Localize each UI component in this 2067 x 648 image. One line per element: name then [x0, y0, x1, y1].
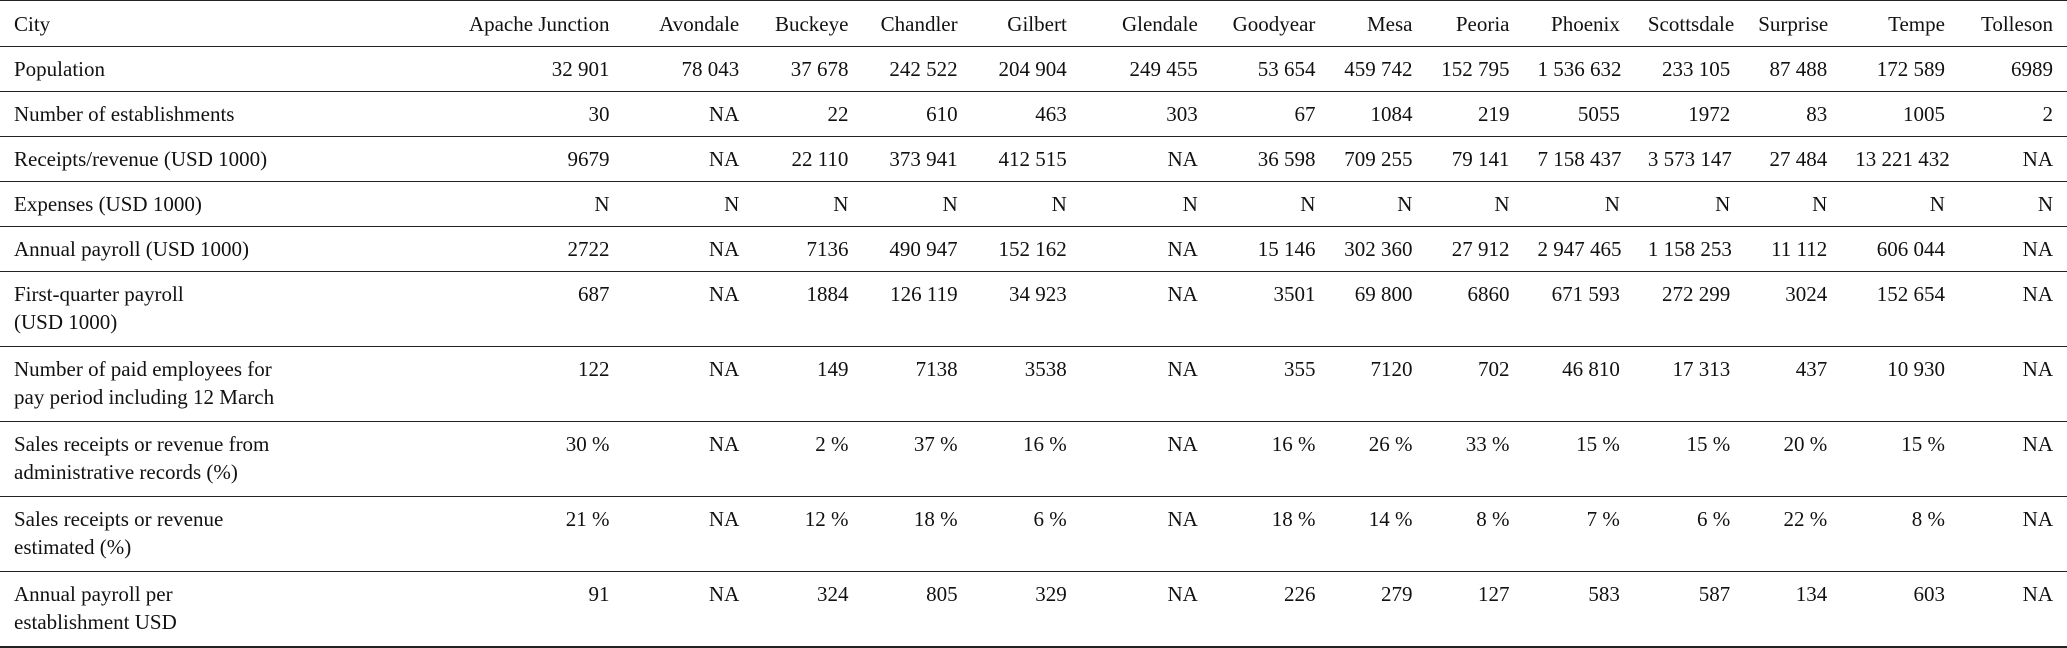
row-label	[0, 497, 405, 572]
table-cell: NA	[1081, 137, 1212, 182]
table-cell: 34 923	[972, 272, 1081, 347]
table-cell: N	[623, 182, 753, 227]
table-cell: N	[1212, 182, 1330, 227]
table-cell: 302 360	[1329, 227, 1426, 272]
table-cell: N	[1959, 182, 2067, 227]
table-header-row	[0, 1, 2067, 47]
table-cell: NA	[1081, 422, 1212, 497]
table-cell: 1884	[753, 272, 862, 347]
table-cell: 8 %	[1841, 497, 1959, 572]
table-cell: 6989	[1959, 47, 2067, 92]
table-cell: 1084	[1329, 92, 1426, 137]
table-cell: 15 146	[1212, 227, 1330, 272]
table-cell: 671 593	[1524, 272, 1634, 347]
row-label	[0, 227, 405, 272]
table-cell: 463	[972, 92, 1081, 137]
row-label-line: Annual payroll per	[14, 582, 173, 606]
table-cell: 329	[972, 572, 1081, 647]
table-cell: 122	[405, 347, 623, 422]
table-cell: NA	[1959, 497, 2067, 572]
row-label-line: estimated (%)	[14, 535, 132, 559]
table-cell: 3538	[972, 347, 1081, 422]
table-row	[0, 422, 2067, 497]
table-cell: 242 522	[862, 47, 971, 92]
table-cell: NA	[1959, 347, 2067, 422]
table-cell: 11 112	[1744, 227, 1841, 272]
table-cell: 83	[1744, 92, 1841, 137]
row-label-line: Expenses (USD 1000)	[14, 192, 202, 216]
table-cell: NA	[1081, 272, 1212, 347]
table-cell: 3 573 147	[1634, 137, 1744, 182]
table-cell: 606 044	[1841, 227, 1959, 272]
table-cell: 1 536 632	[1524, 47, 1634, 92]
table-cell: NA	[623, 227, 753, 272]
table-cell: 805	[862, 572, 971, 647]
table-cell: N	[1081, 182, 1212, 227]
table-cell: 2722	[405, 227, 623, 272]
row-label-line: Population	[14, 57, 106, 81]
table-cell: 15 %	[1841, 422, 1959, 497]
table-cell: 149	[753, 347, 862, 422]
table-cell: 7136	[753, 227, 862, 272]
table-cell: 8 %	[1426, 497, 1523, 572]
header-city-goodyear: Goodyear	[1212, 1, 1330, 47]
row-label-line: Sales receipts or revenue	[14, 507, 224, 531]
table-cell: 6860	[1426, 272, 1523, 347]
table-cell: 459 742	[1329, 47, 1426, 92]
table-cell: 152 654	[1841, 272, 1959, 347]
table-cell: NA	[623, 497, 753, 572]
row-label-line: Number of paid employees for	[14, 357, 272, 381]
table-cell: 9679	[405, 137, 623, 182]
table-cell: 226	[1212, 572, 1330, 647]
table-cell: 6 %	[1634, 497, 1744, 572]
table-cell: 16 %	[972, 422, 1081, 497]
table-cell: NA	[1081, 347, 1212, 422]
table-cell: 12 %	[753, 497, 862, 572]
table-cell: NA	[623, 92, 753, 137]
row-label-line: Sales receipts or revenue from	[14, 432, 270, 456]
table-body	[0, 47, 2067, 647]
row-label-line: pay period including 12 March	[14, 385, 275, 409]
table-row	[0, 92, 2067, 137]
table-cell: 37 678	[753, 47, 862, 92]
table-cell: 702	[1426, 347, 1523, 422]
table-cell: 233 105	[1634, 47, 1744, 92]
table-cell: N	[972, 182, 1081, 227]
table-cell: 69 800	[1329, 272, 1426, 347]
table-cell: 373 941	[862, 137, 971, 182]
table-cell: 22	[753, 92, 862, 137]
row-label	[0, 347, 405, 422]
table-cell: 272 299	[1634, 272, 1744, 347]
table-cell: 2 %	[753, 422, 862, 497]
table-cell: 33 %	[1426, 422, 1523, 497]
table-cell: NA	[1959, 572, 2067, 647]
table-cell: 32 901	[405, 47, 623, 92]
table-cell: 7138	[862, 347, 971, 422]
header-city-apache-junction: Apache Junction	[405, 1, 623, 47]
row-label-line: First-quarter payroll	[14, 282, 184, 306]
table-cell: 709 255	[1329, 137, 1426, 182]
table-cell: N	[1634, 182, 1744, 227]
table-cell: 610	[862, 92, 971, 137]
table-cell: 583	[1524, 572, 1634, 647]
table-cell: 37 %	[862, 422, 971, 497]
header-city-mesa: Mesa	[1329, 1, 1426, 47]
table-cell: 204 904	[972, 47, 1081, 92]
row-label	[0, 137, 405, 182]
table-cell: 27 912	[1426, 227, 1523, 272]
table-cell: 30 %	[405, 422, 623, 497]
table-row	[0, 182, 2067, 227]
table-cell: 36 598	[1212, 137, 1330, 182]
table-cell: 1 158 253	[1634, 227, 1744, 272]
table-cell: N	[753, 182, 862, 227]
table-cell: 152 795	[1426, 47, 1523, 92]
table-cell: 26 %	[1329, 422, 1426, 497]
table-cell: 27 484	[1744, 137, 1841, 182]
table-cell: 603	[1841, 572, 1959, 647]
table-row	[0, 572, 2067, 647]
table-cell: 172 589	[1841, 47, 1959, 92]
table-cell: 91	[405, 572, 623, 647]
row-label	[0, 422, 405, 497]
table-cell: 15 %	[1634, 422, 1744, 497]
table-cell: N	[1329, 182, 1426, 227]
table-cell: NA	[1959, 272, 2067, 347]
table-cell: 587	[1634, 572, 1744, 647]
table-cell: 1972	[1634, 92, 1744, 137]
table-cell: 22 110	[753, 137, 862, 182]
row-label-line: Number of establishments	[14, 102, 235, 126]
table-cell: 249 455	[1081, 47, 1212, 92]
table-cell: 152 162	[972, 227, 1081, 272]
header-city-avondale: Avondale	[623, 1, 753, 47]
table-cell: NA	[623, 272, 753, 347]
table-row	[0, 47, 2067, 92]
table-cell: 30	[405, 92, 623, 137]
table-cell: 126 119	[862, 272, 971, 347]
table-cell: 78 043	[623, 47, 753, 92]
table-cell: 20 %	[1744, 422, 1841, 497]
table-cell: 14 %	[1329, 497, 1426, 572]
table-cell: NA	[623, 347, 753, 422]
table-cell: 3024	[1744, 272, 1841, 347]
row-label	[0, 92, 405, 137]
table-cell: 687	[405, 272, 623, 347]
table-cell: 87 488	[1744, 47, 1841, 92]
header-city-gilbert: Gilbert	[972, 1, 1081, 47]
table-row	[0, 347, 2067, 422]
table-cell: NA	[1959, 227, 2067, 272]
table-cell: NA	[1959, 137, 2067, 182]
table-cell: NA	[1081, 497, 1212, 572]
table-cell: N	[862, 182, 971, 227]
table-cell: 13 221 432	[1841, 137, 1959, 182]
header-city-tempe: Tempe	[1841, 1, 1959, 47]
table-cell: 10 930	[1841, 347, 1959, 422]
table-cell: 7120	[1329, 347, 1426, 422]
row-label	[0, 182, 405, 227]
table-cell: 279	[1329, 572, 1426, 647]
table-cell: 219	[1426, 92, 1523, 137]
table-cell: N	[1841, 182, 1959, 227]
table-cell: 2	[1959, 92, 2067, 137]
header-city-peoria: Peoria	[1426, 1, 1523, 47]
table-cell: 127	[1426, 572, 1523, 647]
table-cell: 437	[1744, 347, 1841, 422]
table-cell: 15 %	[1524, 422, 1634, 497]
table-cell: NA	[1959, 422, 2067, 497]
table-row	[0, 227, 2067, 272]
table-cell: 1005	[1841, 92, 1959, 137]
row-label-line: establishment USD	[14, 610, 177, 634]
header-city-chandler: Chandler	[862, 1, 971, 47]
row-label	[0, 272, 405, 347]
table-cell: NA	[623, 137, 753, 182]
header-city-scottsdale: Scottsdale	[1634, 1, 1744, 47]
table-cell: 3501	[1212, 272, 1330, 347]
table-cell: 324	[753, 572, 862, 647]
table-cell: N	[1744, 182, 1841, 227]
table-cell: 22 %	[1744, 497, 1841, 572]
table-row	[0, 497, 2067, 572]
table-cell: 412 515	[972, 137, 1081, 182]
table-cell: 18 %	[862, 497, 971, 572]
table-cell: NA	[1081, 227, 1212, 272]
table-cell: 7 158 437	[1524, 137, 1634, 182]
table-cell: 17 313	[1634, 347, 1744, 422]
table-row	[0, 272, 2067, 347]
table-cell: 490 947	[862, 227, 971, 272]
table-cell: 18 %	[1212, 497, 1330, 572]
table-cell: NA	[623, 422, 753, 497]
row-label	[0, 572, 405, 647]
header-city-buckeye: Buckeye	[753, 1, 862, 47]
table-cell: 355	[1212, 347, 1330, 422]
table-cell: 2 947 465	[1524, 227, 1634, 272]
table-cell: NA	[623, 572, 753, 647]
header-city-phoenix: Phoenix	[1524, 1, 1634, 47]
row-label-line: Receipts/revenue (USD 1000)	[14, 147, 268, 171]
table-row	[0, 137, 2067, 182]
header-city-label: City	[0, 1, 405, 47]
header-city-tolleson: Tolleson	[1959, 1, 2067, 47]
table-cell: 16 %	[1212, 422, 1330, 497]
table-cell: N	[405, 182, 623, 227]
table-cell: N	[1426, 182, 1523, 227]
header-city-surprise: Surprise	[1744, 1, 1841, 47]
table-cell: 6 %	[972, 497, 1081, 572]
table-cell: 5055	[1524, 92, 1634, 137]
table-cell: NA	[1081, 572, 1212, 647]
table-cell: 79 141	[1426, 137, 1523, 182]
table-cell: 21 %	[405, 497, 623, 572]
table-cell: 134	[1744, 572, 1841, 647]
row-label-line: (USD 1000)	[14, 310, 118, 334]
table-cell: 7 %	[1524, 497, 1634, 572]
row-label-line: Annual payroll (USD 1000)	[14, 237, 250, 261]
table-cell: 46 810	[1524, 347, 1634, 422]
table-cell: 303	[1081, 92, 1212, 137]
table-cell: 53 654	[1212, 47, 1330, 92]
table-cell: N	[1524, 182, 1634, 227]
row-label-line: administrative records (%)	[14, 460, 238, 484]
table-cell: 67	[1212, 92, 1330, 137]
row-label	[0, 47, 405, 92]
header-city-glendale: Glendale	[1081, 1, 1212, 47]
